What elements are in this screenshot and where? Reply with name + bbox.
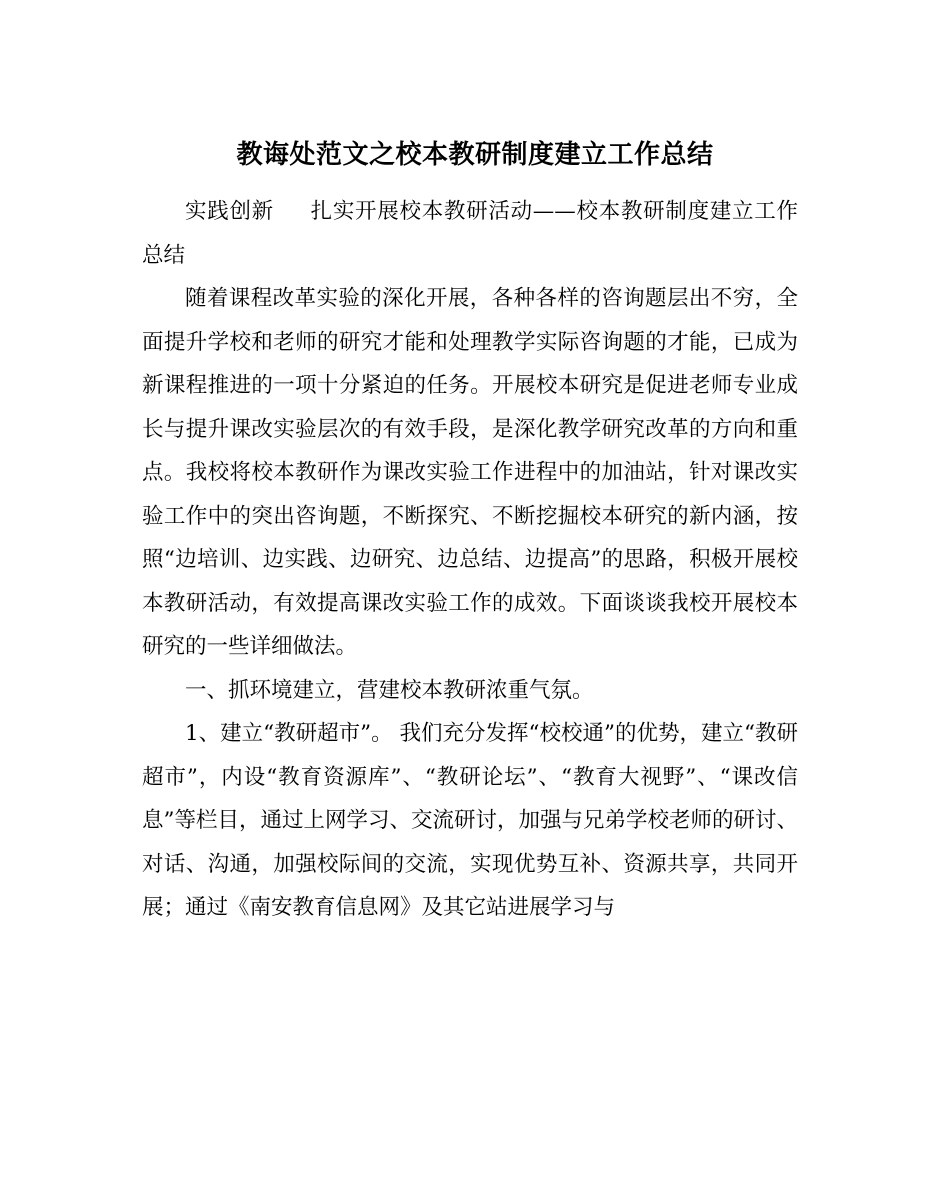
subtitle-right: 扎实开展校本教研活动——校本教研制度建立工作总结 xyxy=(142,199,798,268)
subtitle-left: 实践创新 xyxy=(185,199,274,224)
paragraph-section-heading: 一、抓环境建立，营建校本教研浓重气氛。 xyxy=(185,677,594,703)
document-title: 教诲处范文之校本教研制度建立工作总结 xyxy=(236,140,714,170)
paragraph-item-1: 1、建立“教研超市”。 我们充分发挥“校校通”的优势，建立“教研超市”，内设“教育资源库”、“教研论坛”、“教育大视野”、“课改信息”等栏目，通过上网学习、交流研讨，加强与兄弟学校老师的研讨、对话、沟通，加强校际间的交流，实现优势互补、资源共享，共同开展；通过《南安教育信息网》及其它站进展学习与 xyxy=(142,721,798,920)
paragraph-intro: 随着课程改革实验的深化开展，各种各样的咨询题层出不穷，全面提升学校和老师的研究才能和处理教学实际咨询题的才能，已成为新课程推进的一项十分紧迫的任务。开展校本研究是促进老师专业成长与提升课改实验层次的有效手段，是深化教学研究改革的方向和重点。我校将校本教研作为课改实验工作进程中的加油站，针对课改实验工作中的突出咨询题，不断探究、不断挖掘校本研究的新内涵，按照“边培训、边实践、边研究、边总结、边提高”的思路，积极开展校本教研活动，有效提高课改实验工作的成效。下面谈谈我校开展校本研究的一些详细做法。 xyxy=(142,286,798,659)
subtitle-paragraph xyxy=(142,190,798,277)
document-body xyxy=(142,190,798,930)
